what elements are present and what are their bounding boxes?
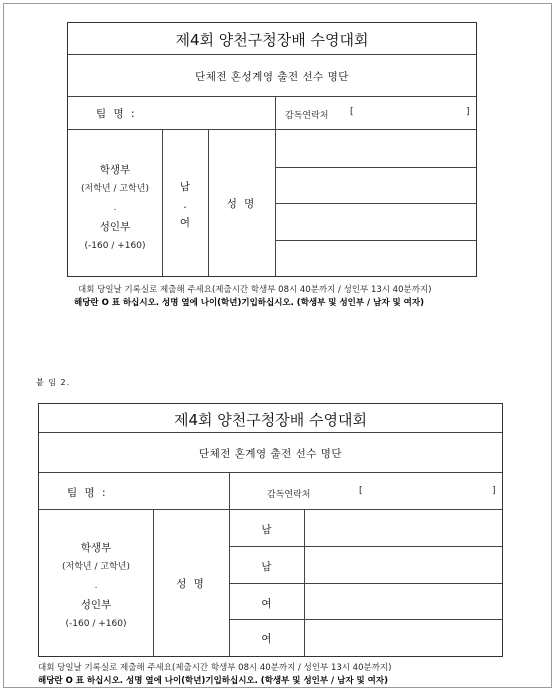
form1-note-instructions: 해당란 O 표 하십시오. 성명 옆에 나이(학년)기입하십시오. (학생부 및 성인부 / 남자 및 여자) [74, 298, 424, 308]
form-title: 제4회 양천구청장배 수영대회 [175, 31, 369, 49]
category-separator: . [94, 581, 98, 591]
category-separator: . [113, 203, 117, 213]
bracket-open: [ [359, 486, 363, 496]
category-cell[interactable] [68, 161, 162, 256]
attachment-label: 붙 임 2. [36, 378, 71, 387]
player-name-field-1[interactable] [305, 510, 502, 546]
gender-cell-4[interactable]: 여 [261, 633, 272, 645]
category-student-grades: (저학년 / 고학년) [81, 184, 149, 194]
bracket-open: [ [350, 107, 354, 117]
form-1 [67, 22, 477, 277]
gender-cell-1[interactable]: 남 [261, 524, 272, 536]
gender-cell-3[interactable]: 여 [261, 598, 272, 610]
player-name-field-2[interactable] [305, 547, 502, 583]
player-name-field-3[interactable] [305, 584, 502, 619]
category-adult-ranges: (-160 / +160) [65, 619, 127, 629]
category-student: 학생부 [80, 542, 112, 554]
player-name-field-4[interactable] [305, 620, 502, 656]
supervisor-contact-field[interactable] [358, 103, 462, 123]
name-label: 성 명 [176, 578, 206, 590]
player-name-field-4[interactable] [276, 241, 476, 276]
gender-cell-2[interactable]: 남 [261, 561, 272, 573]
player-name-field-1[interactable] [276, 130, 476, 167]
category-adult-ranges: (-160 / +160) [84, 241, 146, 251]
name-label: 성 명 [226, 198, 257, 210]
form2-note-instructions: 해당란 O 표 하십시오. 성명 옆에 나이(학년)기입하십시오. (학생부 및 성인부 / 남자 및 여자) [38, 676, 388, 686]
supervisor-contact-field[interactable] [367, 480, 489, 502]
category-adult: 성인부 [99, 221, 131, 233]
supervisor-contact-label: 감독연락처 [267, 490, 311, 500]
gender-separator: . [183, 199, 187, 211]
category-student: 학생부 [99, 164, 131, 176]
supervisor-contact-label: 감독연락처 [285, 111, 329, 121]
bracket-close: ] [492, 486, 496, 496]
player-name-field-2[interactable] [276, 168, 476, 203]
form-2 [38, 403, 503, 657]
team-name-label: 팀 명 : [96, 108, 137, 120]
category-cell[interactable] [39, 539, 153, 634]
gender-male: 남 [179, 181, 191, 193]
gender-female: 여 [179, 217, 191, 229]
form2-note-submit: 대회 당일날 기록실로 제출해 주세요(제출시간 학생부 08시 40분까지 / 성인부 13시 40분까지) [38, 663, 392, 673]
team-name-label: 팀 명 : [67, 487, 108, 499]
bracket-close: ] [466, 107, 470, 117]
form-subtitle: 단체전 혼성계영 출전 선수 명단 [195, 71, 349, 83]
form-subtitle: 단체전 혼계영 출전 선수 명단 [198, 448, 343, 460]
category-student-grades: (저학년 / 고학년) [62, 562, 130, 572]
form1-note-submit: 대회 당일날 기록실로 제출해 주세요(제출시간 학생부 08시 40분까지 / 성인부 13시 40분까지) [78, 285, 432, 295]
form-title: 제4회 양천구청장배 수영대회 [174, 411, 367, 429]
category-adult: 성인부 [80, 599, 112, 611]
player-name-field-3[interactable] [276, 204, 476, 240]
gender-cell[interactable] [162, 178, 208, 232]
